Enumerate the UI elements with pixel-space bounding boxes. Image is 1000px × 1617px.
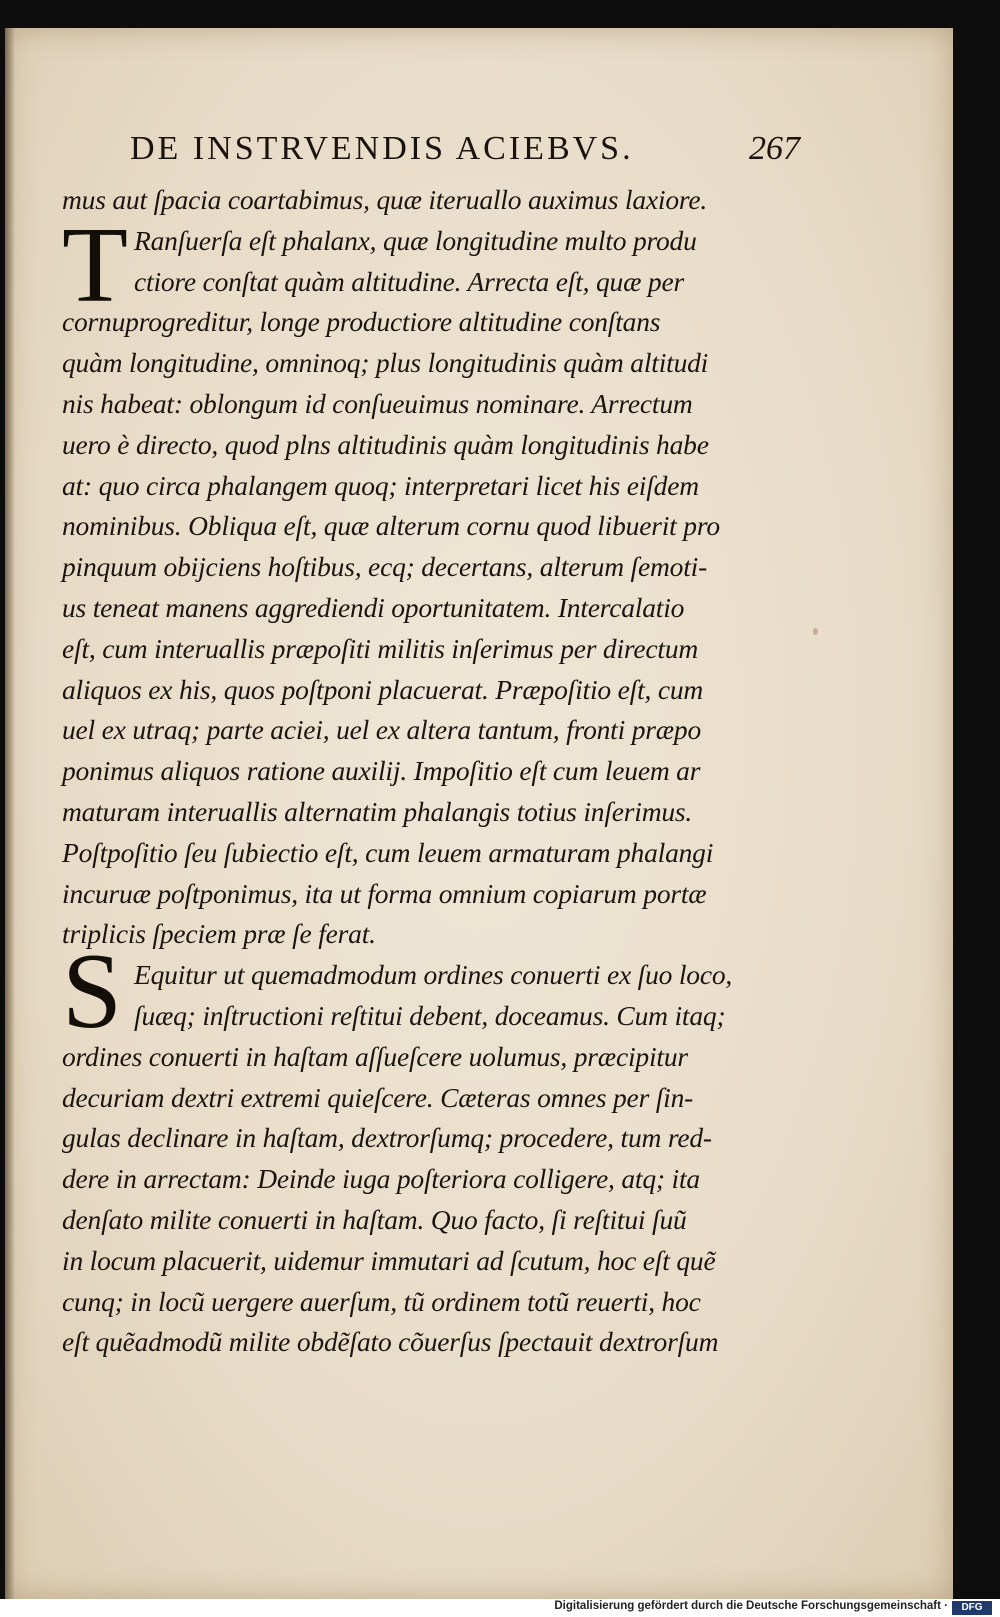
text-line: denſato milite conuerti in haſtam. Quo facto, ſi reſtitui ſuũ	[62, 1203, 687, 1235]
text-line: ctiore conſtat quàm altitudine. Arrecta eſt, quæ per	[134, 265, 684, 297]
text-line: Ranſuerſa eſt phalanx, quæ longitudine multo produ	[134, 224, 697, 256]
text-line: nominibus. Obliqua eſt, quæ alterum cornu quod libuerit pro	[62, 510, 720, 542]
text-line: quàm longitudine, omninoq; plus longitudinis quàm altitudi	[62, 347, 709, 379]
text-line: ponimus aliquos ratione auxilij. Impoſitio eſt cum leuem ar	[62, 755, 701, 787]
text-line: us teneat manens aggrediendi oportunitatem. Intercalatio	[62, 591, 685, 623]
text-line: mus aut ſpacia coartabimus, quæ iteruallo auximus laxiore.	[62, 184, 708, 215]
text-line: Equitur ut quemadmodum ordines conuerti ex ſuo loco,	[134, 959, 733, 991]
paper-stain	[813, 628, 818, 635]
text-line: uel ex utraq; parte aciei, uel ex altera tantum, fronti præpo	[62, 714, 702, 746]
text-line: ordines conuerti in haſtam aſſueſcere uolumus, præcipitur	[62, 1040, 688, 1072]
digitization-credit: Digitalisierung gefördert durch die Deutsche Forschungsgemeinschaft ·	[554, 1600, 948, 1612]
text-line: nis habeat: oblongum id conſueuimus nominare. Arrectum	[62, 387, 693, 419]
text-line: eſt quẽadmodũ milite obdẽſato cõuerſus ſpectauit dextrorſum	[62, 1326, 719, 1358]
paragraph-1	[62, 180, 802, 955]
text-line: pinquum obijciens hoſtibus, ecq; decertans, alterum ſemoti-	[62, 551, 708, 583]
footer-bar	[0, 1599, 1000, 1617]
text-line: aliquos ex his, quos poſtponi placuerat. Præpoſitio eſt, cum	[62, 673, 704, 705]
running-title: DE INSTRVENDIS ACIEBVS.	[130, 130, 634, 167]
text-line: gulas declinare in haſtam, dextrorſumq; procedere, tum red-	[62, 1122, 712, 1154]
drop-cap-s: S	[62, 932, 123, 1051]
text-line: ſuæq; inſtructioni reſtitui debent, doceamus. Cum itaq;	[134, 999, 726, 1031]
body-text	[62, 180, 802, 1363]
text-line: eſt, cum interuallis præpoſiti militis inſerimus per directum	[62, 632, 699, 664]
paragraph-2	[62, 955, 802, 1363]
page-number: 267	[749, 130, 800, 167]
text-line: cornuprogreditur, longe productiore altitudine conſtans	[62, 306, 661, 338]
text-line: incuruæ poſtponimus, ita ut forma omnium copiarum portæ	[62, 877, 707, 909]
text-line: dere in arrectam: Deinde iuga poſteriora colligere, atq; ita	[62, 1163, 700, 1195]
drop-cap-t: T	[62, 206, 128, 325]
text-line: uero è directo, quod plns altitudinis quàm longitudinis habe	[62, 428, 709, 460]
page-binding-edge	[5, 28, 15, 1599]
text-line: Poſtpoſitio ſeu ſubiectio eſt, cum leuem armaturam phalangi	[62, 836, 714, 868]
text-line: at: quo circa phalangem quoq; interpretari licet his eiſdem	[62, 469, 699, 501]
text-line: decuriam dextri extremi quieſcere. Cæteras omnes per ſin-	[62, 1081, 694, 1113]
text-line: in locum placuerit, uidemur immutari ad ſcutum, hoc eſt quẽ	[62, 1244, 716, 1276]
text-line: cunq; in locũ uergere auerſum, tũ ordinem totũ reuerti, hoc	[62, 1285, 701, 1317]
dfg-logo: DFG	[952, 1601, 992, 1615]
text-line: maturam interuallis alternatim phalangis totius inſerimus.	[62, 795, 693, 827]
running-head	[130, 130, 800, 170]
text-line: triplicis ſpeciem præ ſe ferat.	[62, 918, 376, 950]
